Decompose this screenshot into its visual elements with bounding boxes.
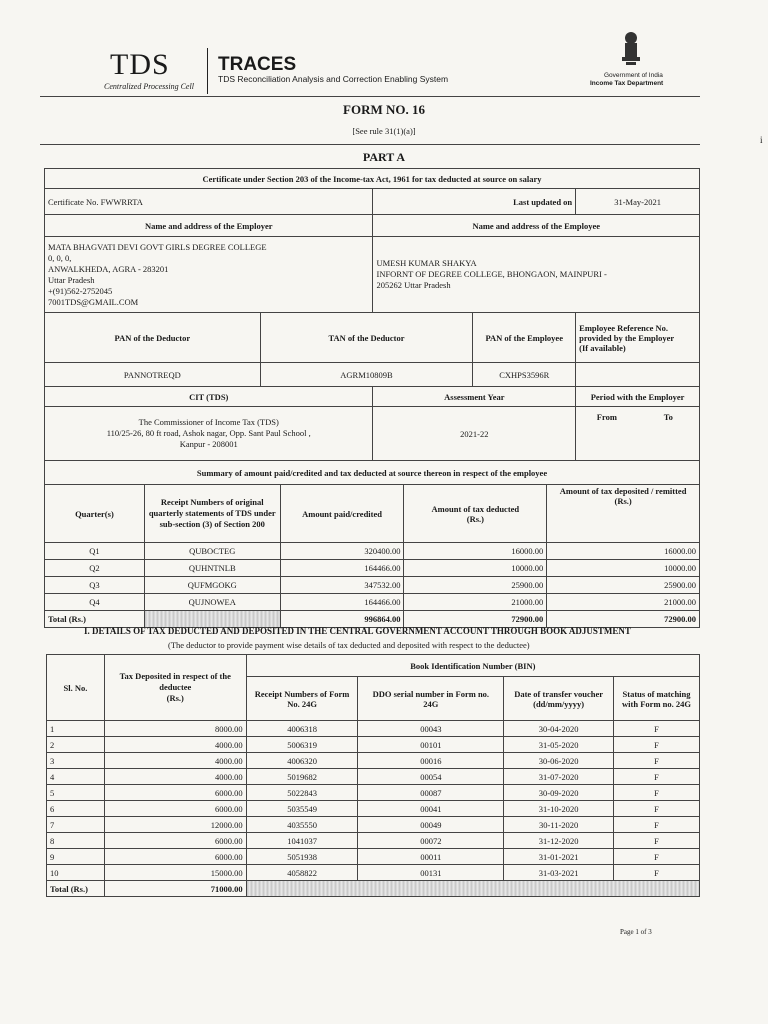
certificate-title: Certificate under Section 203 of the Income-tax Act, 1961 for tax deducted at source on salary (45, 169, 700, 189)
table-row: 1 8000.00 4006318 00043 30-04-2020 F (47, 721, 700, 737)
table-row: 4 4000.00 5019682 00054 31-07-2020 F (47, 769, 700, 785)
last-updated-value: 31-May-2021 (576, 189, 700, 215)
summary-total-deposited: 72900.00 (547, 611, 700, 628)
employee-line: INFORNT OF DEGREE COLLEGE, BHONGAON, MAINPURI - (376, 269, 607, 279)
employer-line: MATA BHAGVATI DEVI GOVT GIRLS DEGREE COLLEGE (48, 241, 267, 252)
page-number: Page 1 of 3 (620, 928, 652, 936)
period-to-header: To (663, 411, 673, 422)
part-heading: PART A (362, 150, 406, 164)
table-row: Q3 QUFMGOKG 347532.00 25900.00 25900.00 (45, 577, 700, 594)
employee-header: Name and address of the Employee (373, 215, 700, 237)
table-row: Q1 QUBOCTEG 320400.00 16000.00 16000.00 (45, 543, 700, 560)
table-row: Q2 QUHNTNLB 164466.00 10000.00 10000.00 (45, 560, 700, 577)
employee-reference-value (576, 363, 700, 387)
period-from-to (576, 407, 700, 461)
employer-line: Uttar Pradesh (48, 274, 95, 285)
traces-title: TRACES (218, 54, 297, 75)
header-divider (207, 48, 208, 94)
table-row: 10 15000.00 4058822 00131 31-03-2021 F (47, 865, 700, 881)
pan-deductor-value: PANNOTREQD (45, 363, 261, 387)
details-receipt-header: Receipt Numbers of Form No. 24G (246, 677, 358, 721)
form-number: FORM NO. 16 (343, 102, 425, 117)
summary-deposited-header: Amount of tax deposited / remitted (Rs.) (547, 485, 700, 543)
shaded-cell (144, 611, 280, 628)
rule-reference: [See rule 31(1)(a)] (352, 126, 416, 136)
summary-quarter-header: Quarter(s) (45, 485, 145, 543)
tds-logo: TDS (110, 48, 170, 81)
gov-line2: Income Tax Department (590, 80, 664, 87)
table-row: 9 6000.00 5051938 00011 31-01-2021 F (47, 849, 700, 865)
employee-line: 205262 Uttar Pradesh (376, 280, 451, 290)
assessment-year-value: 2021-22 (373, 407, 576, 461)
employer-line: +(91)562-2752045 (48, 285, 113, 296)
summary-total-row (45, 611, 700, 628)
summary-title: Summary of amount paid/credited and tax deducted at source thereon in respect of the employee (45, 461, 700, 485)
employer-line: ANWALKHEDA, AGRA - 283201 (48, 263, 169, 274)
details-total-tax: 71000.00 (104, 881, 246, 897)
details-tax-header: Tax Deposited in respect of the deductee (Rs.) (104, 655, 246, 721)
summary-receipt-header: Receipt Numbers of original quarterly statements of TDS under sub-section (3) of Section 200 (144, 485, 280, 543)
summary-table (44, 484, 700, 628)
pan-employee-header: PAN of the Employee (473, 313, 576, 363)
details-total-row (47, 881, 700, 897)
details-subtitle: (The deductor to provide payment wise details of tax deducted and deposited with respect to the deductee) (168, 640, 530, 650)
summary-total-amount: 996864.00 (280, 611, 404, 628)
summary-tax-header: Amount of tax deducted (Rs.) (404, 485, 547, 543)
rule-divider (40, 144, 700, 145)
employer-header: Name and address of the Employer (45, 215, 373, 237)
gov-line1: Government of India (604, 72, 663, 79)
shaded-cell (246, 881, 699, 897)
employer-line: 0, 0, 0, (48, 252, 72, 263)
table-row: 6 6000.00 5035549 00041 31-10-2020 F (47, 801, 700, 817)
period-header: Period with the Employer (576, 387, 700, 407)
employee-address (373, 237, 700, 313)
table-row: Q4 QUJNOWEA 164466.00 21000.00 21000.00 (45, 594, 700, 611)
header-rule (40, 96, 700, 97)
table-row: 7 12000.00 4035550 00049 30-11-2020 F (47, 817, 700, 833)
traces-subtitle: TDS Reconciliation Analysis and Correction Enabling System (218, 74, 449, 84)
summary-total-tax: 72900.00 (404, 611, 547, 628)
details-table (46, 654, 700, 897)
cit-address: The Commissioner of Income Tax (TDS) 110/25-26, 80 ft road, Ashok nagar, Opp. Sant Paul School , Kanpur - 208001 (45, 407, 373, 461)
details-total-label: Total (Rs.) (47, 881, 105, 897)
table-row: 2 4000.00 5006319 00101 31-05-2020 F (47, 737, 700, 753)
certificate-table (44, 168, 700, 485)
details-ddo-header: DDO serial number in Form no. 24G (358, 677, 504, 721)
table-row: 5 6000.00 5022843 00087 30-09-2020 F (47, 785, 700, 801)
certificate-number: Certificate No. FWWRRTA (45, 189, 373, 215)
national-emblem-icon (618, 30, 644, 68)
details-date-header: Date of transfer voucher (dd/mm/yyyy) (504, 677, 614, 721)
tan-deductor-header: TAN of the Deductor (260, 313, 473, 363)
assessment-year-header: Assessment Year (373, 387, 576, 407)
pan-employee-value: CXHPS3596R (473, 363, 576, 387)
summary-total-label: Total (Rs.) (45, 611, 145, 628)
details-status-header: Status of matching with Form no. 24G (614, 677, 700, 721)
details-title: I. DETAILS OF TAX DEDUCTED AND DEPOSITED IN THE CENTRAL GOVERNMENT ACCOUNT THROUGH BOOK ADJUSTMENT (84, 626, 631, 636)
summary-amount-header: Amount paid/credited (280, 485, 404, 543)
employee-reference-header: Employee Reference No. provided by the Employer (If available) (576, 313, 700, 363)
pan-deductor-header: PAN of the Deductor (45, 313, 261, 363)
period-from-header: From (596, 411, 617, 422)
employer-line: 7001TDS@GMAIL.COM (48, 296, 139, 307)
employer-address (45, 237, 373, 313)
table-row: 8 6000.00 1041037 00072 31-12-2020 F (47, 833, 700, 849)
table-row: 3 4000.00 4006320 00016 30-06-2020 F (47, 753, 700, 769)
bin-header: Book Identification Number (BIN) (246, 655, 699, 677)
cit-header: CIT (TDS) (45, 387, 373, 407)
tan-deductor-value: AGRM10809B (260, 363, 473, 387)
last-updated-label: Last updated on (373, 189, 576, 215)
employee-line: UMESH KUMAR SHAKYA (376, 258, 477, 268)
logo-caption: Centralized Processing Cell (104, 82, 194, 91)
details-sl-header: Sl. No. (47, 655, 105, 721)
